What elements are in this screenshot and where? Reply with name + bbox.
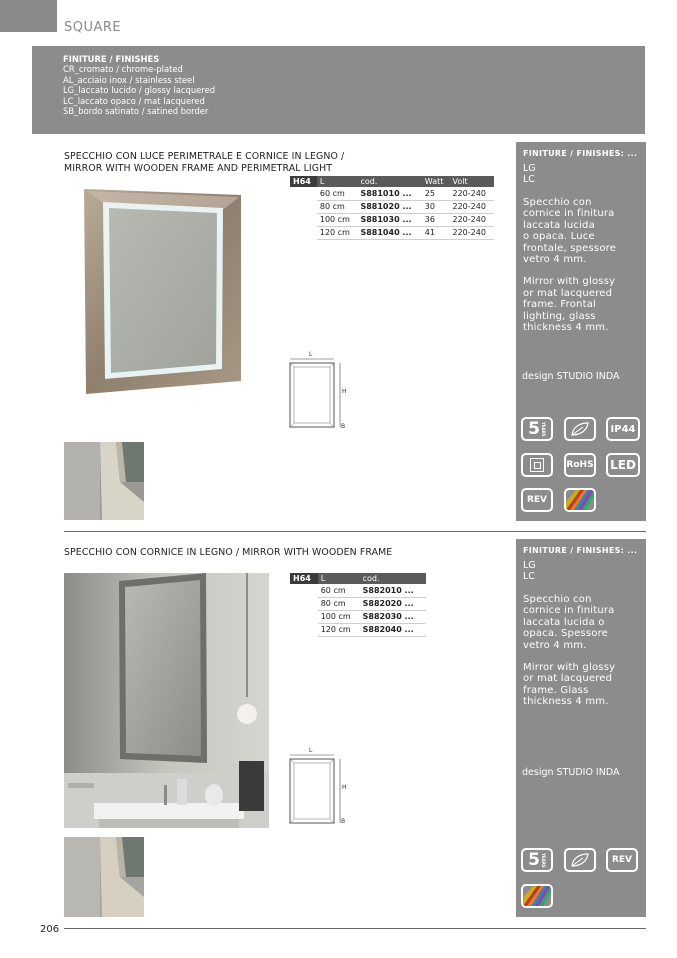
table-header: L bbox=[317, 176, 358, 187]
panel-finish-code: LC bbox=[523, 174, 535, 185]
table-header: Volt bbox=[450, 176, 495, 187]
table-cell: S881010 ... bbox=[357, 187, 421, 200]
bathroom-mirror-image bbox=[64, 573, 269, 828]
panel-description-en: or mat lacquered bbox=[523, 287, 613, 299]
footer-line bbox=[64, 928, 646, 929]
table-cell: 36 bbox=[422, 213, 450, 226]
table-cell: 120 cm bbox=[317, 226, 358, 239]
table-header-row bbox=[290, 176, 494, 187]
reversible-icon bbox=[606, 848, 638, 872]
color-palette-icon bbox=[564, 488, 596, 512]
panel-description-it: Specchio con bbox=[523, 594, 592, 605]
panel-description-en: Mirror with glossy bbox=[523, 662, 616, 674]
table-cell: S881020 ... bbox=[357, 200, 421, 213]
lighted-mirror-image bbox=[84, 189, 244, 394]
eco-leaf-icon bbox=[564, 848, 596, 872]
ip44-rating-icon bbox=[606, 417, 640, 441]
warranty-years-label: YEARS bbox=[540, 421, 546, 437]
panel-description-it: laccata lucida bbox=[523, 219, 595, 231]
frame-detail-image bbox=[64, 837, 144, 917]
dimension-h-label: H bbox=[342, 784, 347, 791]
panel-description-it: vetro 4 mm. bbox=[523, 639, 587, 651]
warranty-years-label: YEARS bbox=[540, 852, 546, 868]
section1-title-line: MIRROR WITH WOODEN FRAME AND PERIMETRAL LIGHT bbox=[64, 162, 333, 174]
page-title: SQUARE bbox=[64, 20, 122, 35]
dimension-l-label: L bbox=[309, 351, 313, 358]
corner-tab bbox=[0, 0, 57, 32]
panel-designer: design STUDIO INDA bbox=[522, 371, 620, 382]
panel-description-en: Mirror with glossy bbox=[523, 276, 616, 288]
table-header: cod. bbox=[360, 573, 426, 584]
table-cell: 220-240 bbox=[450, 226, 495, 239]
table-cell: 80 cm bbox=[318, 597, 360, 610]
table-row bbox=[290, 584, 426, 597]
table-header: L bbox=[318, 573, 360, 584]
table-row bbox=[290, 610, 426, 623]
table-cell: 60 cm bbox=[318, 584, 360, 597]
table-header: cod. bbox=[357, 176, 421, 187]
table-cell: S882030 ... bbox=[360, 610, 426, 623]
panel-description-en: lighting, glass bbox=[523, 310, 596, 322]
panel-description-en: frame. Glass bbox=[523, 684, 589, 696]
table-cell: 60 cm bbox=[317, 187, 358, 200]
table-cell: 220-240 bbox=[450, 213, 495, 226]
finishes-legend bbox=[32, 46, 645, 134]
dimension-diagram bbox=[285, 356, 345, 428]
panel-description-en: frame. Frontal bbox=[523, 299, 597, 311]
panel-description-en: or mat lacquered bbox=[523, 673, 613, 685]
table-cell: S881030 ... bbox=[357, 213, 421, 226]
table-header: Watt bbox=[422, 176, 450, 187]
table-cell: 120 cm bbox=[318, 623, 360, 636]
table-cell: S882040 ... bbox=[360, 623, 426, 636]
table-header: H64 bbox=[290, 176, 317, 187]
panel-description-it: o opaca. Luce bbox=[523, 231, 595, 243]
table-cell: 41 bbox=[422, 226, 450, 239]
table-header-row bbox=[290, 573, 426, 584]
rev-label: REV bbox=[526, 495, 548, 505]
finish-line: AL_acciaio inox / stainless steel bbox=[63, 74, 195, 85]
table-cell: 30 bbox=[422, 200, 450, 213]
eco-leaf-icon bbox=[564, 417, 596, 441]
panel-description-it: vetro 4 mm. bbox=[523, 254, 587, 266]
warranty-5-years-icon bbox=[521, 417, 553, 441]
panel-designer: design STUDIO INDA bbox=[522, 767, 620, 778]
led-icon bbox=[606, 453, 640, 477]
reversible-icon bbox=[521, 488, 553, 512]
finish-line: SB_bordo satinato / satined border bbox=[63, 106, 209, 117]
table-row bbox=[290, 226, 494, 239]
dimension-l-label: L bbox=[309, 747, 313, 754]
table-cell: 220-240 bbox=[450, 200, 495, 213]
finish-line: LC_laccato opaco / mat lacquered bbox=[63, 95, 205, 106]
panel-finishes-heading: FINITURE / FINISHES: ... bbox=[523, 546, 638, 555]
class-ii-insulation-icon bbox=[521, 453, 553, 477]
rev-label: REV bbox=[611, 855, 633, 865]
finishes-heading: FINITURE / FINISHES bbox=[63, 54, 160, 64]
finish-line: LG_laccato lucido / glossy lacquered bbox=[63, 85, 216, 96]
page-number: 206 bbox=[40, 924, 60, 935]
table-cell: S882010 ... bbox=[360, 584, 426, 597]
panel-finish-code: LG bbox=[523, 163, 536, 174]
panel-description-en: thickness 4 mm. bbox=[523, 696, 609, 708]
section1-title-line: SPECCHIO CON LUCE PERIMETRALE E CORNICE IN LEGNO / bbox=[64, 151, 345, 162]
panel-finish-code: LC bbox=[523, 571, 535, 582]
panel-description-it: cornice in finitura bbox=[523, 605, 615, 617]
dimension-b-label: B bbox=[341, 818, 346, 825]
led-label: LED bbox=[610, 458, 636, 472]
section1-info-panel bbox=[516, 142, 646, 521]
warranty-5-years-icon bbox=[521, 848, 553, 872]
panel-description-it: laccata lucida o bbox=[523, 616, 605, 628]
frame-detail-image bbox=[64, 442, 144, 520]
panel-description-it: cornice in finitura bbox=[523, 208, 615, 220]
section-divider bbox=[64, 531, 646, 532]
color-palette-icon bbox=[521, 884, 553, 908]
panel-description-en: thickness 4 mm. bbox=[523, 322, 609, 334]
table-row bbox=[290, 200, 494, 213]
table-cell: S881040 ... bbox=[357, 226, 421, 239]
panel-description-it: Specchio con bbox=[523, 197, 592, 208]
table-cell: 100 cm bbox=[318, 610, 360, 623]
dimension-b-label: B bbox=[341, 423, 346, 430]
panel-finishes-heading: FINITURE / FINISHES: ... bbox=[523, 149, 638, 158]
warranty-years-number: 5 bbox=[528, 849, 540, 870]
table-row bbox=[290, 597, 426, 610]
dimension-h-label: H bbox=[342, 388, 347, 395]
table-cell: 220-240 bbox=[450, 187, 495, 200]
panel-description-it: frontale, spessore bbox=[523, 242, 617, 254]
section2-info-panel bbox=[516, 539, 646, 917]
section2-title: SPECCHIO CON CORNICE IN LEGNO / MIRROR WITH WOODEN FRAME bbox=[64, 547, 393, 558]
table-row bbox=[290, 187, 494, 200]
table-row bbox=[290, 623, 426, 636]
section2-code-table bbox=[290, 573, 426, 637]
table-cell: 25 bbox=[422, 187, 450, 200]
section1-title bbox=[64, 151, 344, 174]
panel-description-it: opaca. Spessore bbox=[523, 628, 609, 640]
warranty-years-number: 5 bbox=[528, 418, 540, 439]
table-cell: 80 cm bbox=[317, 200, 358, 213]
table-header: H64 bbox=[290, 573, 318, 584]
section1-code-table bbox=[290, 176, 494, 240]
panel-finish-code: LG bbox=[523, 560, 536, 571]
dimension-diagram bbox=[285, 752, 345, 824]
table-row bbox=[290, 213, 494, 226]
table-cell: 100 cm bbox=[317, 213, 358, 226]
ip-rating-label: IP44 bbox=[610, 423, 636, 435]
table-cell: S882020 ... bbox=[360, 597, 426, 610]
rohs-icon bbox=[564, 453, 596, 477]
finish-line: CR_cromato / chrome-plated bbox=[63, 64, 183, 75]
rohs-label: RoHS bbox=[566, 460, 594, 470]
